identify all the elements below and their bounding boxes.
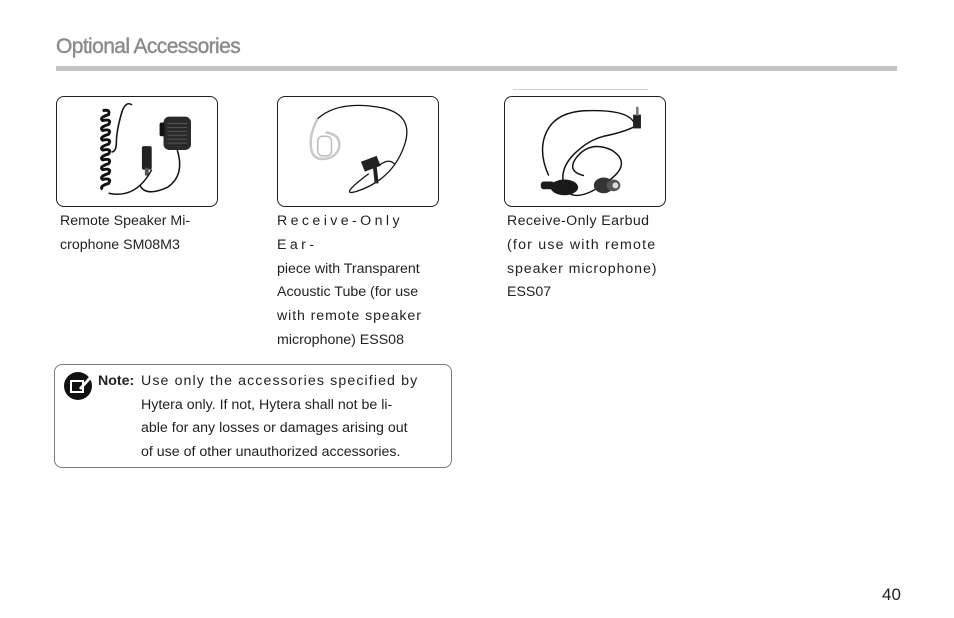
- earbud-icon: [505, 97, 665, 206]
- acoustic-tube-earpiece-icon: [278, 97, 438, 206]
- title-rule: [56, 66, 897, 71]
- note-line: Hytera only. If not, Hytera shall not be li-: [141, 396, 393, 413]
- speaker-microphone-image: [56, 96, 218, 207]
- accessory-caption-ess07: [507, 210, 669, 305]
- caption-line: Acoustic Tube (for use: [277, 284, 419, 301]
- caption-line: Receive-Only Earbud: [507, 213, 650, 229]
- note-label: Note:: [98, 373, 135, 389]
- note-icon: [63, 371, 93, 401]
- note-line: of use of other unauthorized accessories.: [141, 443, 401, 460]
- accessory-caption-ess08: [277, 210, 444, 353]
- note-text: [141, 370, 439, 464]
- caption-line: ESS07: [507, 284, 552, 301]
- caption-line: crophone SM08M3: [60, 236, 180, 253]
- page-number: 40: [882, 585, 901, 604]
- caption-line: speaker microphone): [507, 260, 658, 277]
- note-box: [54, 364, 452, 468]
- caption-line: Receive-Only Ear-: [277, 213, 403, 253]
- caption-line: Remote Speaker Mi-: [60, 213, 191, 229]
- note-line: able for any losses or damages arising out: [141, 420, 408, 436]
- acoustic-tube-earpiece-image: [277, 96, 439, 207]
- caption-line: microphone) ESS08: [277, 331, 404, 348]
- note-line: Use only the accessories specified by: [141, 373, 419, 389]
- caption-line: piece with Transparent: [277, 260, 420, 277]
- image-top-rule: [513, 89, 648, 90]
- earbud-image: [504, 96, 666, 207]
- speaker-microphone-icon: [57, 97, 217, 206]
- caption-line: with remote speaker: [277, 308, 422, 325]
- caption-line: (for use with remote: [507, 236, 657, 253]
- page-title: Optional Accessories: [56, 35, 241, 58]
- accessory-caption-sm08m3: [60, 210, 217, 258]
